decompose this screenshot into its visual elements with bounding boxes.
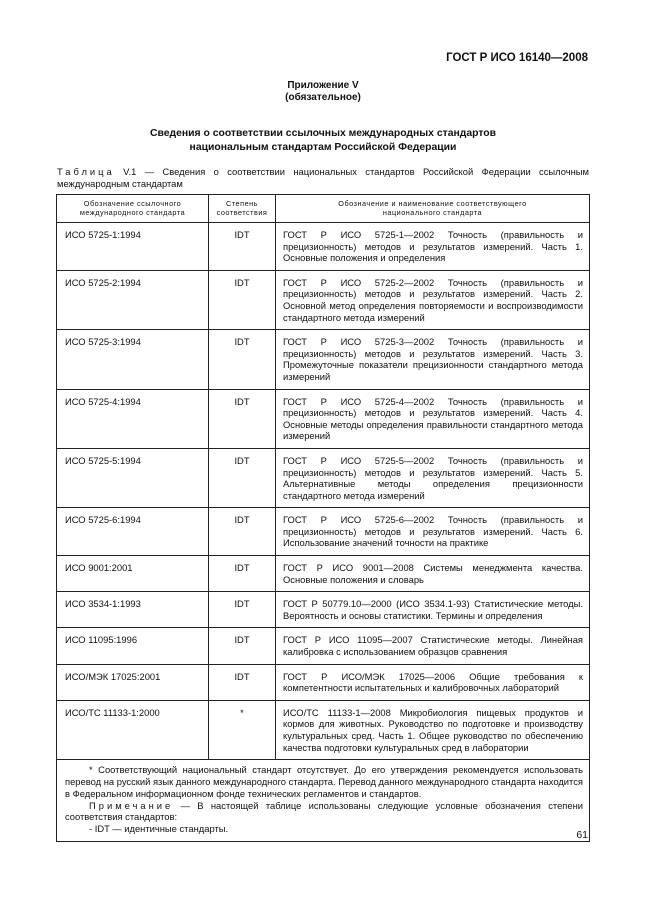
national-standard-cell: ГОСТ Р ИСО 9001—2008 Системы менеджмента качества. Основные положения и словарь (276, 556, 590, 592)
appendix-heading (0, 80, 646, 104)
section-title-line2: национальным стандартам Российской Федерации (189, 142, 457, 153)
intl-standard-cell: ИСО 5725-5:1994 (57, 448, 209, 507)
degree-cell: IDT (209, 448, 276, 507)
intl-standard-cell: ИСО 5725-1:1994 (57, 223, 209, 271)
intl-standard-cell: ИСО 5725-6:1994 (57, 508, 209, 556)
table-row (57, 556, 590, 592)
table-row (57, 223, 590, 271)
intl-standard-cell: ИСО 5725-3:1994 (57, 330, 209, 389)
national-standard-cell: ИСО/ТС 11133-1—2008 Микробиология пищевых продуктов и кормов для животных. Руководство по подготовке и производству культуральных сред. Часть 1. Общее руководство по обеспечению качества подготовки культуральных сред в лаборатории (276, 700, 590, 759)
table-row (57, 508, 590, 556)
national-standard-cell: ГОСТ Р ИСО 11095—2007 Статистические методы. Линейная калибровка с использованием образцов сравнения (276, 628, 590, 664)
degree-cell: IDT (209, 556, 276, 592)
footnote: * Соответствующий национальный стандарт отсутствует. До его утверждения рекомендуется использовать перевод на русский язык данного международного стандарта. Перевод данного международного стандарта находится в Федеральном информационном фонде технических регламентов и стандартов. (65, 764, 583, 799)
table-row (57, 628, 590, 664)
table-row (57, 330, 590, 389)
table-footer-row (57, 760, 590, 842)
intl-standard-cell: ИСО/ТС 11133-1:2000 (57, 700, 209, 759)
table-row (57, 448, 590, 507)
section-title-line1: Сведения о соответствии ссылочных международных стандартов (149, 128, 497, 139)
intl-standard-cell: ИСО 5725-2:1994 (57, 270, 209, 329)
national-standard-cell: ГОСТ Р ИСО 5725-4—2002 Точность (правильность и прецизионность) методов и результатов измерений. Часть 4. Основные методы определения правильности стандартного метода измерений (276, 389, 590, 448)
degree-cell: IDT (209, 270, 276, 329)
intl-standard-cell: ИСО 9001:2001 (57, 556, 209, 592)
header-national-standard: Обозначение и наименование соответствующего национального стандарта (276, 195, 590, 223)
intl-standard-cell: ИСО 5725-4:1994 (57, 389, 209, 448)
document-code: ГОСТ Р ИСО 16140—2008 (446, 52, 588, 64)
caption-text: V.1 — Сведения о соответствии национальных стандартов Российской Федерации ссылочным международным стандартам (57, 166, 589, 189)
table-header-row (57, 195, 590, 223)
degree-cell: IDT (209, 628, 276, 664)
degree-cell: IDT (209, 508, 276, 556)
header-degree: Степень соответствия (209, 195, 276, 223)
table-footer (57, 760, 590, 842)
degree-cell: IDT (209, 592, 276, 628)
table-body (57, 223, 590, 760)
national-standard-cell: ГОСТ Р ИСО 5725-1—2002 Точность (правильность и прецизионность) методов и результатов измерений. Часть 1. Основные положения и определения (276, 223, 590, 271)
table-row (57, 700, 590, 759)
note-text: — В настоящей таблице использованы следующие условные обозначения степени соответствия стандартов: (65, 799, 583, 823)
intl-standard-cell: ИСО 11095:1996 (57, 628, 209, 664)
degree-cell: IDT (209, 389, 276, 448)
degree-cell: * (209, 700, 276, 759)
note (65, 800, 583, 824)
header-intl-standard: Обозначение ссылочного международного стандарта (57, 195, 209, 223)
note-label: Примечание (89, 799, 174, 811)
table-row (57, 389, 590, 448)
national-standard-cell: ГОСТ Р ИСО/МЭК 17025—2006 Общие требования к компетентности испытательных и калибровочных лабораторий (276, 664, 590, 700)
caption-label: Таблица (57, 166, 115, 177)
national-standard-cell: ГОСТ Р 50779.10—2000 (ИСО 3534.1-93) Статистические методы. Вероятность и основы статистики. Термины и определения (276, 592, 590, 628)
table-caption (57, 166, 589, 190)
correspondence-table (56, 194, 590, 842)
national-standard-cell: ГОСТ Р ИСО 5725-3—2002 Точность (правильность и прецизионность) методов и результатов измерений. Часть 3. Промежуточные показатели прецизионности стандартного метода измерений (276, 330, 590, 389)
national-standard-cell: ГОСТ Р ИСО 5725-5—2002 Точность (правильность и прецизионность) методов и результатов измерений. Часть 5. Альтернативные методы определения прецизионности стандартного метода измерений (276, 448, 590, 507)
table-row (57, 592, 590, 628)
intl-standard-cell: ИСО 3534-1:1993 (57, 592, 209, 628)
national-standard-cell: ГОСТ Р ИСО 5725-6—2002 Точность (правильность и прецизионность) методов и результатов измерений. Часть 6. Использование значений точности на практике (276, 508, 590, 556)
degree-cell: IDT (209, 664, 276, 700)
appendix-title: Приложение V (287, 80, 359, 91)
idt-definition: - IDT — идентичные стандарты. (89, 823, 229, 835)
degree-cell: IDT (209, 223, 276, 271)
intl-standard-cell: ИСО/МЭК 17025:2001 (57, 664, 209, 700)
section-title (0, 127, 646, 155)
page-number: 61 (576, 829, 588, 841)
national-standard-cell: ГОСТ Р ИСО 5725-2—2002 Точность (правильность и прецизионность) методов и результатов измерений. Часть 2. Основной метод определения повторяемости и воспроизводимости стандартного метода измерений (276, 270, 590, 329)
table-row (57, 664, 590, 700)
degree-cell: IDT (209, 330, 276, 389)
table-row (57, 270, 590, 329)
appendix-status: (обязательное) (285, 92, 361, 103)
